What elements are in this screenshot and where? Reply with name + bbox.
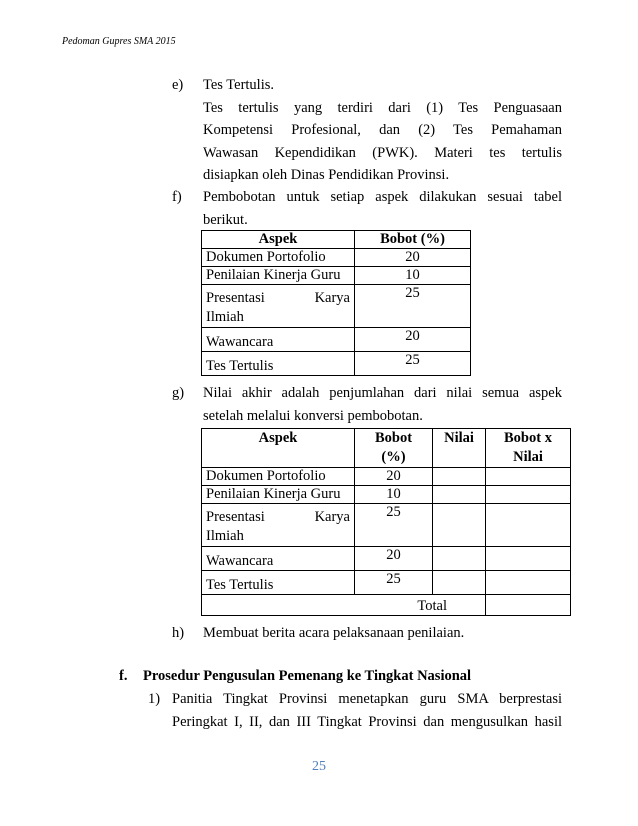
item-h-body xyxy=(203,622,562,645)
aspect-line: Ilmiah xyxy=(206,528,244,544)
header-nilai xyxy=(433,429,486,468)
page-number: 25 xyxy=(312,759,326,774)
header-line: Nilai xyxy=(513,449,543,465)
weight-cell: 20 xyxy=(355,249,471,267)
running-header: Pedoman Gupres SMA 2015 xyxy=(62,36,176,47)
score-cell xyxy=(433,468,486,486)
aspect-cell: Wawancara xyxy=(202,328,355,352)
weight-cell: 20 xyxy=(355,547,433,571)
table-row xyxy=(202,267,471,285)
aspect-line: Presentasi Karya xyxy=(206,290,350,306)
total-row xyxy=(202,595,571,616)
header-line: Aspek xyxy=(258,430,298,446)
header-bobot-x-nilai xyxy=(486,429,571,468)
header-line: Bobot x xyxy=(504,430,552,446)
aspect-cell xyxy=(202,504,355,547)
aspect-cell: Tes Tertulis xyxy=(202,352,355,376)
weight-cell: 20 xyxy=(355,468,433,486)
header-line: (%) xyxy=(381,449,406,465)
weight-cell: 10 xyxy=(355,267,471,285)
item-h-text: Membuat berita acara pelaksanaan penilaian. xyxy=(203,625,465,641)
weighted-score-cell xyxy=(486,571,571,595)
item-g-line: Nilai akhir adalah penjumlahan dari nilai semua aspek xyxy=(203,385,562,401)
item-h-marker: h) xyxy=(172,625,185,641)
header-line: Nilai xyxy=(444,430,474,446)
item-e-line: Kompetensi Profesional, dan (2) Tes Pemahaman xyxy=(203,122,562,138)
header-bobot: Bobot (%) xyxy=(355,231,471,249)
item-f-line: Pembobotan untuk setiap aspek dilakukan sesuai tabel xyxy=(203,189,562,205)
item-e-line: Tes tertulis yang terdiri dari (1) Tes Penguasaan xyxy=(203,99,562,116)
section-f-title: Prosedur Pengusulan Pemenang ke Tingkat Nasional xyxy=(143,668,472,684)
table-row xyxy=(202,328,471,352)
item-e-line: disiapkan oleh Dinas Pendidikan Provinsi. xyxy=(203,167,450,183)
score-cell xyxy=(433,504,486,547)
weighted-score-cell xyxy=(486,504,571,547)
table-row xyxy=(202,571,571,595)
table-row xyxy=(202,285,471,328)
total-value-cell xyxy=(486,595,571,616)
weights-table xyxy=(201,230,471,376)
aspect-cell: Tes Tertulis xyxy=(202,571,355,595)
item-f-body xyxy=(203,186,562,231)
item-f-line: berikut. xyxy=(203,211,248,228)
table-row xyxy=(202,468,571,486)
weight-cell: 10 xyxy=(355,486,433,504)
total-label: Total xyxy=(202,595,486,616)
table-row xyxy=(202,486,571,504)
aspect-cell: Penilaian Kinerja Guru xyxy=(202,267,355,285)
weight-cell: 25 xyxy=(355,352,471,376)
header-aspek: Aspek xyxy=(202,231,355,249)
step-1-body xyxy=(172,688,562,733)
item-e-body xyxy=(203,74,562,187)
aspect-line: Presentasi Karya xyxy=(206,509,350,525)
aspect-cell: Penilaian Kinerja Guru xyxy=(202,486,355,504)
item-e-title: Tes Tertulis. xyxy=(203,77,274,93)
step-1-marker: 1) xyxy=(148,691,161,707)
table-row xyxy=(202,504,571,547)
score-cell xyxy=(433,486,486,504)
aspect-cell: Dokumen Portofolio xyxy=(202,468,355,486)
header-line: Bobot xyxy=(374,430,413,446)
score-cell xyxy=(433,547,486,571)
table-row xyxy=(202,352,471,376)
table-header-row xyxy=(202,429,571,468)
item-g-line: setelah melalui konversi pembobotan. xyxy=(203,407,423,424)
item-f-marker: f) xyxy=(172,189,182,205)
aspect-cell: Wawancara xyxy=(202,547,355,571)
weight-cell: 25 xyxy=(355,504,433,547)
weight-cell: 25 xyxy=(355,285,471,328)
scores-table xyxy=(201,428,571,616)
weight-cell: 25 xyxy=(355,571,433,595)
step-1-line: Peringkat I, II, dan III Tingkat Provinsi dan mengusulkan hasil xyxy=(172,713,562,730)
aspect-line: Ilmiah xyxy=(206,309,244,325)
item-e-line: Wawasan Kependidikan (PWK). Materi tes tertulis xyxy=(203,144,562,161)
score-cell xyxy=(433,571,486,595)
item-g-body xyxy=(203,382,562,427)
header-aspek xyxy=(202,429,355,468)
item-e-marker: e) xyxy=(172,77,184,93)
table-header-row xyxy=(202,231,471,249)
section-f-marker: f. xyxy=(119,668,128,684)
weighted-score-cell xyxy=(486,486,571,504)
weight-cell: 20 xyxy=(355,328,471,352)
weighted-score-cell xyxy=(486,547,571,571)
step-1-line: Panitia Tingkat Provinsi menetapkan guru SMA berprestasi xyxy=(172,691,562,707)
aspect-cell: Dokumen Portofolio xyxy=(202,249,355,267)
aspect-cell xyxy=(202,285,355,328)
table-row xyxy=(202,547,571,571)
table-row xyxy=(202,249,471,267)
weighted-score-cell xyxy=(486,468,571,486)
item-g-marker: g) xyxy=(172,385,185,401)
header-bobot xyxy=(355,429,433,468)
